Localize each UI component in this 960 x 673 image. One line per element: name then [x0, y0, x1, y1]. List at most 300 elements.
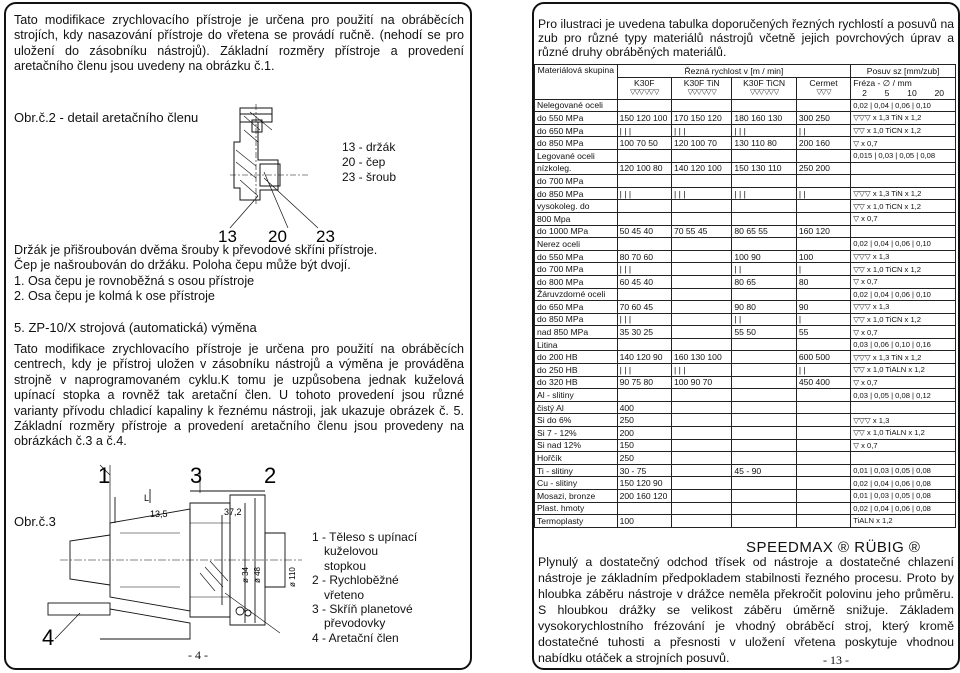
row-speed: [617, 99, 671, 112]
row-speed: | |: [796, 124, 850, 137]
row-speed: | | |: [732, 124, 796, 137]
row-speed: [732, 477, 796, 490]
row-speed: 250 200: [796, 162, 850, 175]
row-speed: [796, 439, 850, 452]
row-material: do 850 MPa: [535, 313, 618, 326]
row-speed: | | |: [671, 187, 731, 200]
row-speed: | | |: [671, 364, 731, 377]
left-intro: Tato modifikace zrychlovacího přístroje je určena pro použití na obráběcích strojích, kdy nasazování přístroje do vřetena se provádí ručně. (nehodí se pro uložení do zásobníku nástrojů). Základní rozměry přístroje a provedení aretačního členu jsou uvedeny na obrázku č.1.: [14, 13, 464, 74]
row-feed: [851, 225, 956, 238]
table-row: [535, 326, 956, 339]
row-material: Žáruvzdorné oceli: [535, 288, 618, 301]
row-speed: [732, 452, 796, 465]
row-speed: [671, 263, 731, 276]
fig3-legend: [312, 530, 417, 645]
row-feed: TiALN x 1,2: [851, 515, 956, 528]
row-speed: [671, 401, 731, 414]
row-speed: [732, 149, 796, 162]
right-page-number: - 13 -: [823, 653, 849, 667]
row-speed: [671, 477, 731, 490]
row-material: Ti - slitiny: [535, 464, 618, 477]
row-speed: 200: [617, 427, 671, 440]
row-speed: [796, 452, 850, 465]
row-speed: [671, 414, 731, 427]
row-feed: 0,02 | 0,04 | 0,06 | 0,10: [851, 288, 956, 301]
row-speed: [732, 502, 796, 515]
row-speed: 100 90 70: [671, 376, 731, 389]
fig3-legend-item: převodovky: [324, 616, 386, 631]
triangles: ▽▽ ▽: [816, 89, 831, 97]
row-speed: [671, 250, 731, 263]
row-speed: [732, 490, 796, 503]
row-speed: [671, 389, 731, 402]
holder-line: 1. Osa čepu je rovnoběžná s osou přístroje: [14, 273, 255, 288]
table-row: [535, 99, 956, 112]
row-speed: |: [796, 313, 850, 326]
row-speed: [796, 338, 850, 351]
row-material: do 700 MPa: [535, 175, 618, 188]
row-material: do 1000 MPa: [535, 225, 618, 238]
row-speed: | | |: [732, 187, 796, 200]
row-speed: [671, 301, 731, 314]
row-speed: 600 500: [796, 351, 850, 364]
fig3-legend-item: 1 - Těleso s upínací: [312, 530, 418, 544]
fig3-dim-d48: ø 48: [253, 566, 262, 583]
row-speed: [671, 275, 731, 288]
row-speed: [617, 502, 671, 515]
row-material: Litina: [535, 338, 618, 351]
row-speed: [796, 238, 850, 251]
row-material: do 550 MPa: [535, 112, 618, 125]
diameters: [853, 88, 953, 99]
row-feed: ▽▽▽ x 1,3 TiN x 1,2: [851, 112, 956, 125]
row-speed: [732, 288, 796, 301]
row-speed: [732, 175, 796, 188]
row-feed: ▽ x 0,7: [851, 376, 956, 389]
row-material: Hořčík: [535, 452, 618, 465]
fig3-num-1: 1: [98, 463, 111, 488]
header-material: Materiálová skupina: [535, 65, 618, 100]
table-row: [535, 477, 956, 490]
row-speed: 170 150 120: [671, 112, 731, 125]
header-tool: [732, 77, 796, 99]
row-feed: [851, 452, 956, 465]
row-feed: ▽▽ x 1,0 TiCN x 1,2: [851, 124, 956, 137]
row-speed: [617, 338, 671, 351]
table-row: [535, 502, 956, 515]
table-row: [535, 162, 956, 175]
table-row: [535, 439, 956, 452]
holder-line: Čep je našroubován do držáku. Poloha čepu může být dvojí.: [14, 258, 351, 273]
fig3-dim-13-5: 13,5: [150, 509, 168, 519]
row-speed: [732, 99, 796, 112]
row-feed: ▽ x 0,7: [851, 439, 956, 452]
fig3-legend-item: stopkou: [324, 558, 367, 573]
row-speed: 55 50: [732, 326, 796, 339]
row-material: Si nad 12%: [535, 439, 618, 452]
row-feed: 0,02 | 0,04 | 0,06 | 0,10: [851, 238, 956, 251]
row-speed: 180 160 130: [732, 112, 796, 125]
right-outro: Plynulý a dostatečný odchod třísek od nástroje a dostatečné chlazení nástroje je základním předpokladem stabilnosti řezného procesu. Proto by hloubka záběru nástroje v drážce neměla překročit polovinu jeho průměru. S hloubkou drážky se velikost záběru úměrně snižuje. Základem vysokorychlostního frézování je vhodný obráběcí stroj, který kromě dostatečné tuhosti a přesnosti v uložení vřetena poskytuje vhodnou nabídku otáček a strojních posuvů.: [538, 555, 954, 665]
row-feed: 0,02 | 0,04 | 0,06 | 0,10: [851, 99, 956, 112]
row-speed: [796, 490, 850, 503]
row-speed: [796, 175, 850, 188]
row-speed: [796, 200, 850, 213]
row-material: do 800 MPa: [535, 275, 618, 288]
table-body: [535, 99, 956, 527]
row-speed: 140 120 90: [617, 351, 671, 364]
row-speed: 80 65: [732, 275, 796, 288]
right-intro: Pro ilustraci je uvedena tabulka doporučených řezných rychlostí a posuvů na zub pro různé typy materiálů nástrojů včetně jejich povrchových úprav a různé druhy obráběných materiálů.: [538, 17, 954, 60]
row-speed: 140 120 100: [671, 162, 731, 175]
row-speed: 150 130 110: [732, 162, 796, 175]
row-speed: | | |: [671, 124, 731, 137]
row-feed: ▽ x 0,7: [851, 326, 956, 339]
row-speed: [732, 212, 796, 225]
table-row: [535, 187, 956, 200]
fig3-legend-item: 3 - Skříň planetové: [312, 602, 413, 617]
row-speed: [796, 389, 850, 402]
row-speed: 60 45 40: [617, 275, 671, 288]
row-speed: [796, 401, 850, 414]
row-feed: ▽▽ x 1,0 TiCN x 1,2: [851, 313, 956, 326]
row-material: Al - slitiny: [535, 389, 618, 402]
row-speed: [732, 200, 796, 213]
table-row: [535, 389, 956, 402]
row-speed: [671, 490, 731, 503]
row-speed: [671, 439, 731, 452]
row-speed: [796, 477, 850, 490]
row-speed: 120 100 80: [617, 162, 671, 175]
diam: 20: [934, 88, 945, 99]
row-speed: [671, 175, 731, 188]
row-material: Nelegované oceli: [535, 99, 618, 112]
row-speed: 80 70 60: [617, 250, 671, 263]
row-speed: [671, 313, 731, 326]
table-header-row: [535, 65, 956, 78]
header-tool: [671, 77, 731, 99]
header-mill: [851, 77, 956, 99]
brand-line: SPEEDMAX ® RÜBIG ®: [746, 539, 921, 556]
table-row: [535, 427, 956, 440]
row-speed: [671, 452, 731, 465]
table-row: [535, 238, 956, 251]
row-feed: 0,02 | 0,04 | 0,06 | 0,08: [851, 502, 956, 515]
row-feed: 0,03 | 0,05 | 0,08 | 0,12: [851, 389, 956, 402]
row-speed: [617, 238, 671, 251]
fig2-legend-item: 20 - čep: [342, 155, 386, 169]
fig3-dim-d34: ø 34: [241, 566, 250, 583]
row-speed: [671, 326, 731, 339]
table-row: [535, 112, 956, 125]
row-material: Plast. hmoty: [535, 502, 618, 515]
table-row: [535, 225, 956, 238]
row-speed: 200 160 120: [617, 490, 671, 503]
row-material: do 550 MPa: [535, 250, 618, 263]
table-row: [535, 490, 956, 503]
row-speed: [617, 175, 671, 188]
row-speed: 100 70 50: [617, 137, 671, 150]
tool-label: K30F TiN: [683, 77, 720, 88]
row-feed: 0,03 | 0,06 | 0,10 | 0,16: [851, 338, 956, 351]
row-speed: 100: [796, 250, 850, 263]
fig3-legend-item: 4 - Aretační člen: [312, 630, 399, 645]
row-speed: 150 120 100: [617, 112, 671, 125]
row-speed: [671, 288, 731, 301]
row-speed: [732, 439, 796, 452]
fig3-legend-item: vřeteno: [324, 587, 365, 602]
section-text: Tato modifikace zrychlovacího přístroje je určena pro použití na obráběcích centrech, kdy je přístroj uložen v zásobníku nástrojů a výměna je prováděna strojně v naprogramovaném cyklu.K tomu je uzpůsobena jednak kuželová upínací stopka a rovněž tak aretační člen. U tohoto provedení jsou různé varianty přívodu chladicí kapaliny k řeznému nástroji, jak ukazuje obrázek č. 5. Základní rozměry přístroje a provedení aretačního členu jsou provedeny na obrázkách č.3 a č.4.: [14, 342, 464, 449]
fig2-legend-item: 13 - držák: [342, 140, 396, 154]
row-speed: 80 65 55: [732, 225, 796, 238]
row-feed: 0,01 | 0,03 | 0,05 | 0,08: [851, 464, 956, 477]
table-row: [535, 452, 956, 465]
row-speed: [732, 414, 796, 427]
row-material: 800 Mpa: [535, 212, 618, 225]
row-speed: [796, 149, 850, 162]
row-speed: 90 80: [732, 301, 796, 314]
row-speed: | | |: [617, 364, 671, 377]
tool-label: Cermet: [809, 77, 838, 88]
table-row: [535, 137, 956, 150]
table-row: [535, 414, 956, 427]
row-speed: [732, 364, 796, 377]
row-material: Legované oceli: [535, 149, 618, 162]
row-speed: [732, 401, 796, 414]
row-speed: 300 250: [796, 112, 850, 125]
row-speed: [796, 288, 850, 301]
row-feed: [851, 401, 956, 414]
table-row: [535, 124, 956, 137]
table-row: [535, 464, 956, 477]
row-speed: [796, 414, 850, 427]
row-speed: 45 - 90: [732, 464, 796, 477]
row-material: do 850 MPa: [535, 137, 618, 150]
row-speed: 450 400: [796, 376, 850, 389]
row-speed: | |: [732, 263, 796, 276]
table-row: [535, 351, 956, 364]
row-speed: 100 90: [732, 250, 796, 263]
table-row: [535, 364, 956, 377]
row-feed: 0,015 | 0,03 | 0,05 | 0,08: [851, 149, 956, 162]
row-speed: | | |: [617, 124, 671, 137]
row-speed: [796, 464, 850, 477]
tool-label: K30F TiCN: [743, 77, 786, 88]
row-feed: 0,02 | 0,04 | 0,06 | 0,08: [851, 477, 956, 490]
row-speed: [617, 288, 671, 301]
fig2-legend-item: 23 - šroub: [342, 170, 397, 184]
row-speed: [671, 238, 731, 251]
holder-description: [14, 243, 464, 305]
row-speed: [671, 427, 731, 440]
row-speed: [732, 351, 796, 364]
row-feed: ▽ x 0,7: [851, 212, 956, 225]
row-feed: 0,01 | 0,03 | 0,05 | 0,08: [851, 490, 956, 503]
row-material: do 650 MPa: [535, 124, 618, 137]
row-material: Si 7 - 12%: [535, 427, 618, 440]
diam: 5: [884, 88, 890, 99]
fig3-legend-item: 2 - Rychloběžné: [312, 573, 399, 588]
row-speed: [732, 389, 796, 402]
row-speed: |: [796, 263, 850, 276]
row-material: čistý Al: [535, 401, 618, 414]
row-speed: [617, 149, 671, 162]
row-material: Nerez oceli: [535, 238, 618, 251]
row-speed: [796, 427, 850, 440]
row-material: nad 850 MPa: [535, 326, 618, 339]
diam: 10: [907, 88, 917, 99]
triangles: ▽▽▽ ▽▽ ▽: [630, 89, 659, 97]
fig2-legend: [342, 140, 396, 185]
fig2-num-13: 13: [218, 227, 237, 245]
header-feed: Posuv sz [mm/zub]: [851, 65, 956, 78]
row-speed: 200 160: [796, 137, 850, 150]
row-speed: 250: [617, 414, 671, 427]
table-row: [535, 212, 956, 225]
row-speed: | | |: [617, 187, 671, 200]
row-material: do 700 MPa: [535, 263, 618, 276]
row-speed: 70 60 45: [617, 301, 671, 314]
row-speed: | |: [732, 313, 796, 326]
table-row: [535, 263, 956, 276]
row-feed: ▽ x 0,7: [851, 137, 956, 150]
row-speed: [617, 389, 671, 402]
fig3-num-2: 2: [264, 463, 277, 488]
fig3-num-4: 4: [42, 625, 55, 650]
row-speed: [671, 502, 731, 515]
table-row: [535, 338, 956, 351]
row-speed: [671, 212, 731, 225]
row-speed: [671, 515, 731, 528]
row-speed: 50 45 40: [617, 225, 671, 238]
row-material: Mosazi, bronze: [535, 490, 618, 503]
row-material: Termoplasty: [535, 515, 618, 528]
table-row: [535, 275, 956, 288]
row-material: do 250 HB: [535, 364, 618, 377]
row-speed: [796, 99, 850, 112]
row-speed: | | |: [617, 263, 671, 276]
row-speed: 30 - 75: [617, 464, 671, 477]
table-row: [535, 200, 956, 213]
row-speed: 55: [796, 326, 850, 339]
fig2-title: Obr.č.2 - detail aretačního členu: [14, 110, 199, 125]
row-feed: [851, 162, 956, 175]
table-row: [535, 515, 956, 528]
row-speed: [671, 200, 731, 213]
row-speed: | |: [796, 364, 850, 377]
diam: 2: [862, 88, 867, 99]
row-speed: [732, 515, 796, 528]
row-speed: [732, 376, 796, 389]
fig2-drawing: [200, 100, 360, 245]
row-feed: ▽▽ x 1,0 TiALN x 1,2: [851, 427, 956, 440]
fig3-dim-l: L: [144, 493, 150, 503]
table-row: [535, 376, 956, 389]
holder-line: 2. Osa čepu je kolmá k ose přístroje: [14, 289, 215, 304]
row-speed: 35 30 25: [617, 326, 671, 339]
row-speed: 150 120 90: [617, 477, 671, 490]
fig3-dim-d110: ø 110: [288, 567, 297, 587]
row-feed: [851, 175, 956, 188]
row-material: do 320 HB: [535, 376, 618, 389]
row-speed: 150: [617, 439, 671, 452]
row-speed: [671, 149, 731, 162]
fig3-num-3: 3: [190, 463, 203, 488]
section-title: 5. ZP-10/X strojová (automatická) výměna: [14, 320, 257, 335]
table-row: [535, 250, 956, 263]
tool-label: K30F: [633, 77, 655, 88]
row-speed: 130 110 80: [732, 137, 796, 150]
row-feed: ▽▽▽ x 1,3: [851, 250, 956, 263]
table-row: [535, 313, 956, 326]
holder-line: Držák je přišroubován dvěma šrouby k převodové skříni přístroje.: [14, 243, 378, 257]
row-speed: [732, 338, 796, 351]
fig3-title: Obr.č.3: [14, 514, 56, 529]
header-speed: Řezná rychlost v [m / min]: [617, 65, 851, 78]
row-speed: [671, 338, 731, 351]
cutting-table: [534, 64, 956, 528]
row-material: vysokoleg. do: [535, 200, 618, 213]
row-speed: 90 75 80: [617, 376, 671, 389]
row-speed: [796, 515, 850, 528]
table-row: [535, 288, 956, 301]
row-speed: 90: [796, 301, 850, 314]
row-speed: [796, 502, 850, 515]
row-material: nízkoleg.: [535, 162, 618, 175]
mill-label: Fréza - ∅ / mm: [853, 77, 912, 88]
header-tool: [617, 77, 671, 99]
row-material: do 850 MPa: [535, 187, 618, 200]
row-feed: ▽▽▽ x 1,3 TiN x 1,2: [851, 351, 956, 364]
triangles: ▽▽▽ ▽▽ ▽: [750, 89, 779, 97]
row-feed: ▽▽ x 1,0 TiALN x 1,2: [851, 364, 956, 377]
fig3-legend-item: kuželovou: [324, 544, 379, 559]
left-page-number: - 4 -: [188, 648, 208, 662]
row-feed: ▽▽▽ x 1,3: [851, 301, 956, 314]
row-material: do 650 MPa: [535, 301, 618, 314]
row-speed: [617, 200, 671, 213]
row-speed: 80: [796, 275, 850, 288]
row-speed: 120 100 70: [671, 137, 731, 150]
row-speed: 250: [617, 452, 671, 465]
fig2-num-23: 23: [316, 227, 335, 245]
row-feed: ▽▽ x 1,0 TiCN x 1,2: [851, 200, 956, 213]
row-speed: [671, 99, 731, 112]
row-material: Si do 6%: [535, 414, 618, 427]
row-material: Cu - slitiny: [535, 477, 618, 490]
row-speed: | | |: [617, 313, 671, 326]
row-speed: [796, 212, 850, 225]
row-feed: ▽ x 0,7: [851, 275, 956, 288]
table-row: [535, 149, 956, 162]
fig2-num-20: 20: [268, 227, 287, 245]
row-feed: ▽▽▽ x 1,3 TiN x 1,2: [851, 187, 956, 200]
row-feed: ▽▽ x 1,0 TiCN x 1,2: [851, 263, 956, 276]
row-speed: [671, 464, 731, 477]
row-speed: 400: [617, 401, 671, 414]
triangles: ▽▽▽ ▽▽ ▽: [687, 89, 716, 97]
row-speed: [617, 212, 671, 225]
row-speed: | |: [796, 187, 850, 200]
table-row: [535, 175, 956, 188]
row-speed: 160 120: [796, 225, 850, 238]
row-speed: [732, 238, 796, 251]
row-speed: 100: [617, 515, 671, 528]
header-tool: [796, 77, 850, 99]
fig3-drawing: [40, 463, 310, 651]
table-row: [535, 401, 956, 414]
row-speed: 70 55 45: [671, 225, 731, 238]
